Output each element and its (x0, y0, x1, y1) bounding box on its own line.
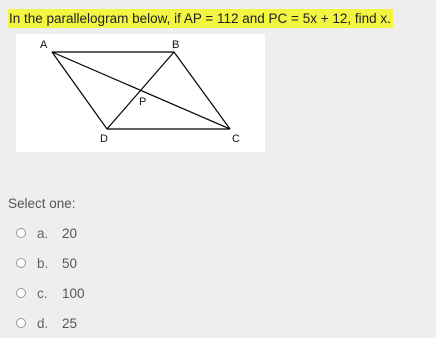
option-value-b[interactable]: 50 (62, 255, 78, 271)
radio-button-b[interactable] (16, 258, 26, 268)
option-b[interactable] (16, 248, 85, 278)
option-a[interactable] (16, 218, 85, 248)
option-letter-d: d. (37, 315, 49, 331)
vertex-label-c: C (232, 133, 240, 145)
vertex-label-d: D (100, 133, 108, 145)
parallelogram-figure (16, 34, 265, 152)
option-letter-b: b. (37, 255, 49, 271)
answer-options (16, 218, 85, 338)
select-one-prompt: Select one: (8, 196, 76, 211)
option-value-c[interactable]: 100 (62, 285, 85, 301)
parallelogram-diagram (16, 34, 265, 152)
option-value-d[interactable]: 25 (62, 315, 78, 331)
diagonal-bd (107, 52, 174, 129)
vertex-label-p: P (139, 96, 147, 108)
radio-button-d[interactable] (16, 318, 26, 328)
question-text: In the parallelogram below, if AP = 112 and PC = 5x + 12, find x. (9, 11, 391, 26)
vertex-label-b: B (172, 39, 180, 51)
option-c[interactable] (16, 278, 85, 308)
option-letter-a: a. (37, 225, 49, 241)
option-value-a[interactable]: 20 (62, 225, 78, 241)
vertex-label-a: A (40, 39, 48, 51)
option-letter-c: c. (37, 285, 48, 301)
radio-button-c[interactable] (16, 288, 26, 298)
radio-button-a[interactable] (16, 228, 26, 238)
option-d[interactable] (16, 308, 85, 338)
